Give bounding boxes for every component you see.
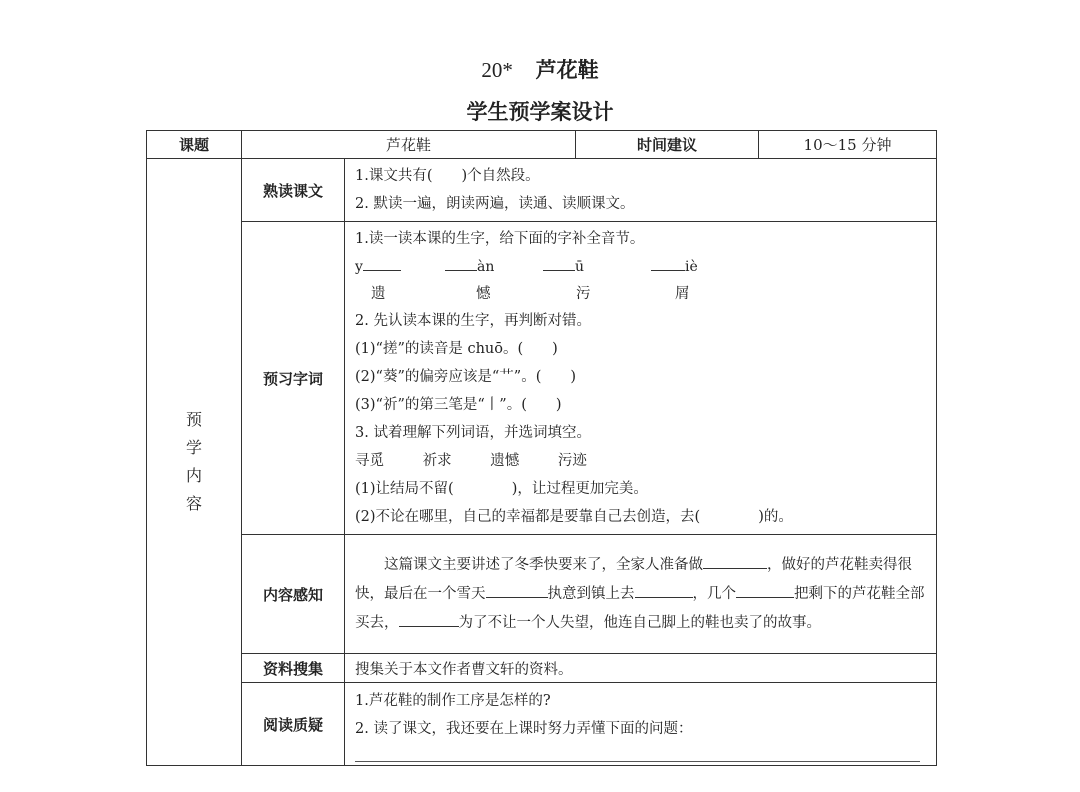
q2-item: (1)“搓”的读音是 chuō。( ) bbox=[355, 341, 558, 357]
material-row bbox=[147, 654, 937, 683]
pinyin-blank bbox=[445, 254, 477, 271]
text-segment: 把剩下的芦花鞋全部买去， bbox=[355, 585, 925, 631]
pinyin-item: iè bbox=[685, 259, 698, 275]
material-text: 搜集关于本文作者曹文轩的资料。 bbox=[345, 654, 937, 683]
text-segment: ，几个 bbox=[692, 585, 736, 602]
text-segment: 这篇课文主要讲述了冬季快要来了，全家人准备做 bbox=[384, 556, 703, 573]
pinyin-item: y bbox=[355, 259, 363, 275]
preview-label: 预习字词 bbox=[242, 222, 345, 535]
hanzi-item: 屑 bbox=[675, 286, 690, 302]
fill-blank bbox=[703, 552, 767, 569]
text-segment: ，做好的芦花鞋卖得很快，最后在一个雪天 bbox=[355, 556, 912, 602]
read-line-1: 1.课文共有( )个自然段。 bbox=[355, 168, 540, 184]
question-line-2: 2. 读了课文，我还要在上课时努力弄懂下面的问题： bbox=[355, 720, 693, 737]
material-label: 资料搜集 bbox=[242, 654, 345, 683]
hanzi-item: 憾 bbox=[476, 286, 491, 302]
section-char: 学 bbox=[185, 438, 202, 457]
section-char: 预 bbox=[185, 410, 202, 429]
read-label: 熟读课文 bbox=[242, 159, 345, 222]
read-content bbox=[345, 159, 937, 222]
q3-item: (1)让结局不留( )，让过程更加完美。 bbox=[355, 481, 648, 497]
word-list bbox=[355, 447, 928, 475]
pinyin-item: ū bbox=[575, 259, 585, 275]
comprehension-paragraph bbox=[355, 551, 928, 638]
pinyin-blank bbox=[363, 254, 401, 271]
time-value: 10～15 分钟 bbox=[759, 131, 937, 159]
section-label bbox=[147, 159, 242, 766]
word-item: 寻觅 bbox=[355, 453, 384, 469]
read-row bbox=[147, 159, 937, 222]
preview-q3: 3. 试着理解下列词语，并选词填空。 bbox=[355, 425, 591, 441]
hanzi-row bbox=[355, 281, 928, 307]
pinyin-item: àn bbox=[477, 259, 495, 275]
fill-blank bbox=[635, 581, 693, 598]
section-char: 容 bbox=[185, 494, 202, 513]
word-item: 污迹 bbox=[557, 453, 587, 469]
preview-content bbox=[345, 222, 937, 535]
fill-blank bbox=[486, 581, 548, 598]
text-segment: 执意到镇上去 bbox=[547, 585, 635, 602]
pinyin-blank bbox=[543, 254, 575, 271]
pinyin-blank bbox=[651, 254, 685, 271]
q2-item: (3)“祈”的第三笔是“丨”。( ) bbox=[355, 397, 562, 413]
pinyin-row bbox=[355, 253, 928, 281]
lesson-title bbox=[0, 54, 1080, 84]
word-item: 遗憾 bbox=[490, 453, 520, 469]
comprehension-content bbox=[345, 535, 937, 654]
hanzi-item: 污 bbox=[576, 286, 591, 302]
preview-row bbox=[147, 222, 937, 535]
question-row bbox=[147, 683, 937, 766]
time-label: 时间建议 bbox=[576, 131, 759, 159]
section-char: 内 bbox=[185, 466, 202, 485]
text-segment: 为了不让一个人失望，他连自己脚上的鞋也卖了的故事。 bbox=[458, 614, 821, 631]
read-line-2: 2. 默读一遍，朗读两遍，读通、读顺课文。 bbox=[355, 196, 635, 212]
preview-q1: 1.读一读本课的生字，给下面的字补全音节。 bbox=[355, 231, 645, 247]
preview-table bbox=[146, 130, 937, 766]
comprehension-row bbox=[147, 535, 937, 654]
preview-q2: 2. 先认读本课的生字，再判断对错。 bbox=[355, 313, 591, 329]
lesson-number: 20* bbox=[481, 58, 513, 82]
question-line-1: 1.芦花鞋的制作工序是怎样的? bbox=[355, 692, 551, 709]
answer-line bbox=[355, 747, 920, 762]
lesson-name: 芦花鞋 bbox=[535, 58, 599, 82]
word-item: 祈求 bbox=[422, 453, 452, 469]
q2-item: (2)“葵”的偏旁应该是“艹”。( ) bbox=[355, 369, 577, 385]
design-title: 学生预学案设计 bbox=[466, 100, 614, 124]
fill-blank bbox=[399, 610, 459, 627]
topic-label: 课题 bbox=[147, 131, 242, 159]
q3-item: (2)不论在哪里，自己的幸福都是要靠自己去创造，去( )的。 bbox=[355, 509, 793, 525]
question-label: 阅读质疑 bbox=[242, 683, 345, 766]
question-content bbox=[345, 683, 937, 766]
hanzi-item: 遗 bbox=[371, 286, 386, 302]
fill-blank bbox=[736, 581, 794, 598]
header-row bbox=[147, 131, 937, 159]
topic-value: 芦花鞋 bbox=[242, 131, 576, 159]
comprehension-label: 内容感知 bbox=[242, 535, 345, 654]
